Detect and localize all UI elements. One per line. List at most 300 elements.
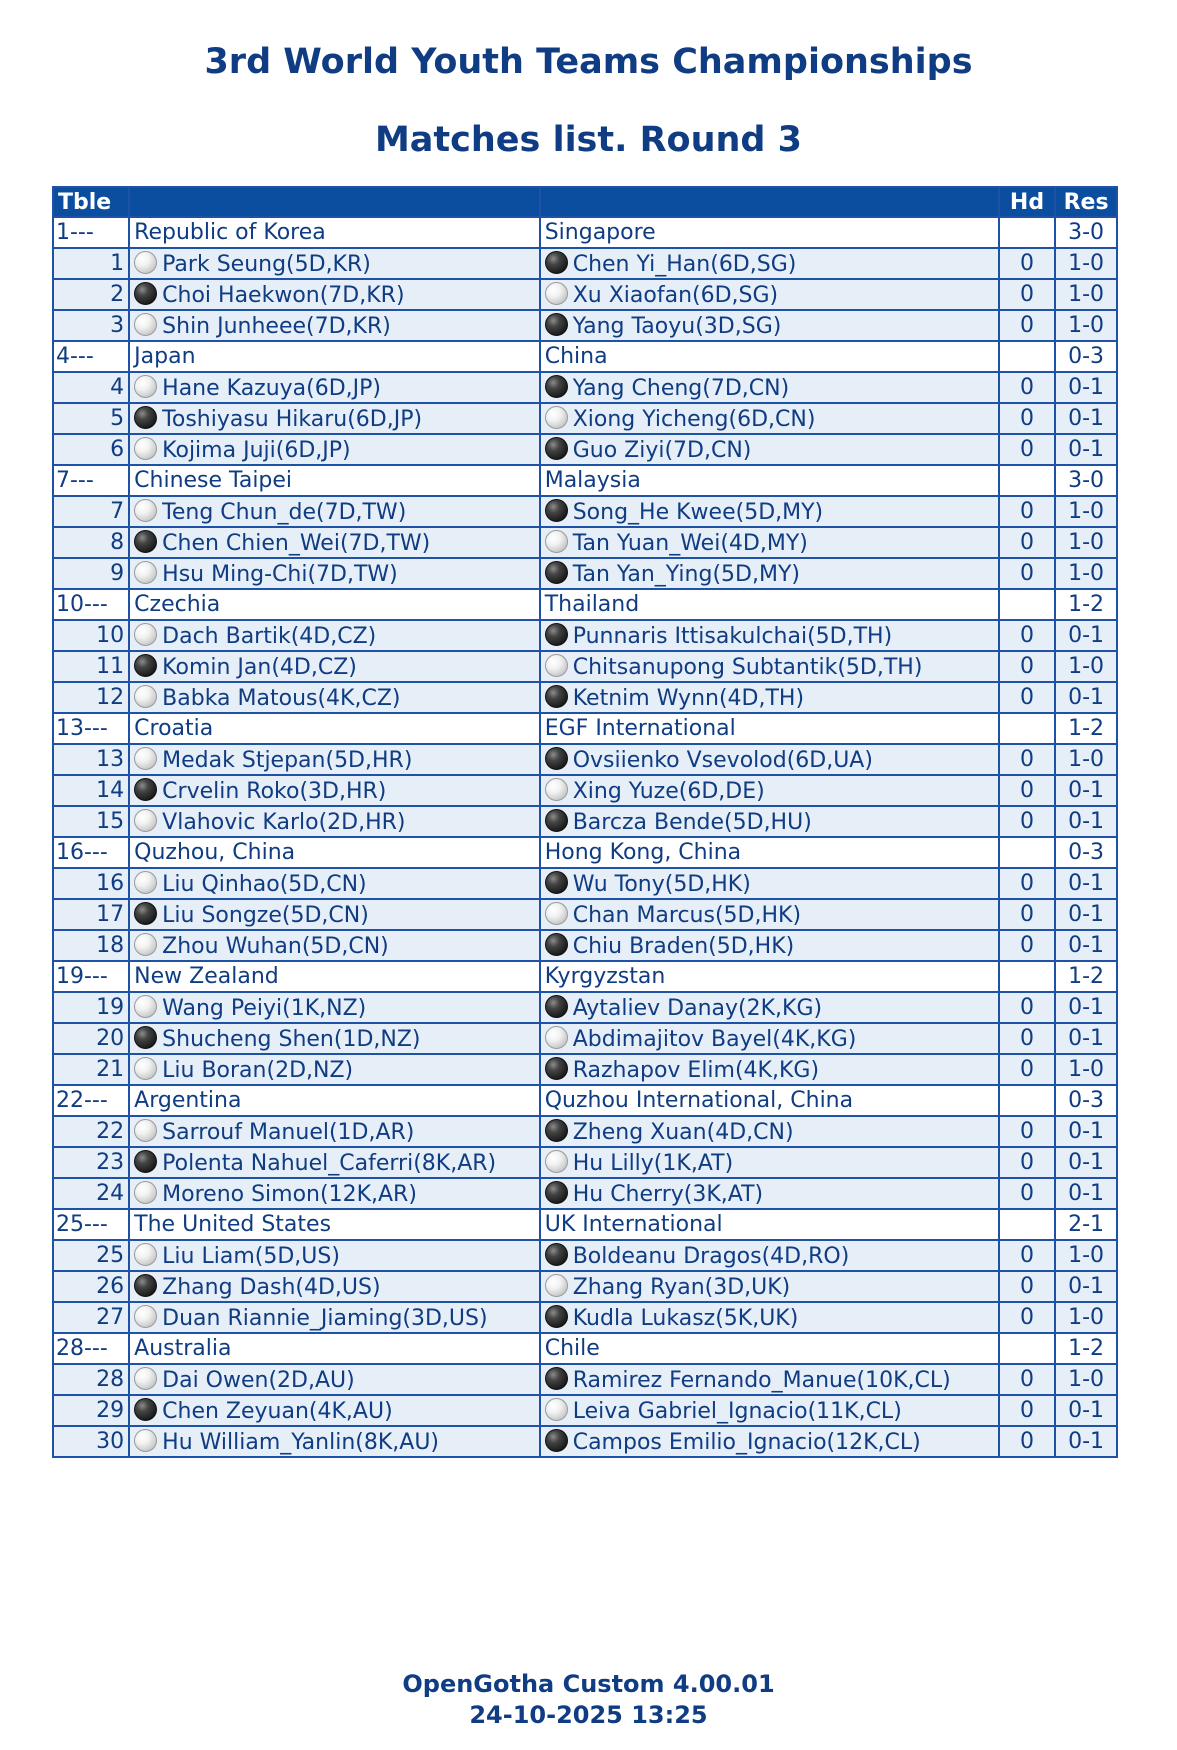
match-table-number: 19---	[53, 961, 129, 992]
player1-cell	[129, 899, 540, 930]
black-stone-icon	[545, 1367, 568, 1390]
game-handicap: 0	[999, 1054, 1055, 1085]
game-handicap: 0	[999, 372, 1055, 403]
player2-name: Yang Cheng(7D,CN)	[572, 375, 790, 401]
player1-name: Sarrouf Manuel(1D,AR)	[162, 1119, 415, 1145]
game-handicap: 0	[999, 1271, 1055, 1302]
game-result: 1-0	[1055, 651, 1117, 682]
team2-name: China	[540, 341, 999, 372]
game-handicap: 0	[999, 1302, 1055, 1333]
table-header-row	[53, 187, 1117, 217]
player2-cell	[540, 1271, 999, 1302]
player2-cell	[540, 403, 999, 434]
player1-name: Komin Jan(4D,CZ)	[162, 654, 357, 680]
game-handicap: 0	[999, 992, 1055, 1023]
player2-name: Xiong Yicheng(6D,CN)	[572, 406, 816, 432]
footer-software: OpenGotha Custom 4.00.01	[402, 1670, 775, 1698]
player1-cell	[129, 434, 540, 465]
white-stone-icon	[134, 1243, 157, 1266]
player2-cell	[540, 744, 999, 775]
player2-cell	[540, 1364, 999, 1395]
game-result: 1-0	[1055, 496, 1117, 527]
player2-cell	[540, 434, 999, 465]
game-table-number: 10	[53, 620, 129, 651]
game-result: 0-1	[1055, 1147, 1117, 1178]
team1-name: Argentina	[129, 1085, 540, 1116]
player1-name: Shin Junheee(7D,KR)	[162, 313, 391, 339]
player1-cell	[129, 806, 540, 837]
game-result: 0-1	[1055, 899, 1117, 930]
black-stone-icon	[134, 282, 157, 305]
player1-name: Babka Matous(4K,CZ)	[162, 685, 401, 711]
white-stone-icon	[134, 437, 157, 460]
game-row	[53, 744, 1117, 775]
game-table-number: 6	[53, 434, 129, 465]
black-stone-icon	[134, 1026, 157, 1049]
game-handicap: 0	[999, 806, 1055, 837]
game-row	[53, 620, 1117, 651]
game-row	[53, 310, 1117, 341]
game-handicap: 0	[999, 558, 1055, 589]
game-result: 1-0	[1055, 1054, 1117, 1085]
match-handicap	[999, 589, 1055, 620]
player1-cell	[129, 403, 540, 434]
game-result: 1-0	[1055, 279, 1117, 310]
player2-cell	[540, 651, 999, 682]
player1-cell	[129, 279, 540, 310]
game-row	[53, 1116, 1117, 1147]
player2-name: Xu Xiaofan(6D,SG)	[572, 282, 779, 308]
player1-cell	[129, 310, 540, 341]
white-stone-icon	[134, 871, 157, 894]
player1-cell	[129, 1116, 540, 1147]
game-handicap: 0	[999, 930, 1055, 961]
team-match-row	[53, 1209, 1117, 1240]
player2-name: Hu Cherry(3K,AT)	[572, 1181, 764, 1207]
game-result: 0-1	[1055, 372, 1117, 403]
player1-cell	[129, 372, 540, 403]
game-row	[53, 1302, 1117, 1333]
game-handicap: 0	[999, 403, 1055, 434]
page-title: 3rd World Youth Teams Championships	[204, 42, 973, 82]
black-stone-icon	[545, 561, 568, 584]
game-row	[53, 496, 1117, 527]
white-stone-icon	[134, 1057, 157, 1080]
white-stone-icon	[545, 1026, 568, 1049]
player1-name: Zhang Dash(4D,US)	[162, 1274, 381, 1300]
player2-name: Tan Yuan_Wei(4D,MY)	[572, 530, 808, 556]
player1-cell	[129, 682, 540, 713]
match-table-number: 22---	[53, 1085, 129, 1116]
player1-cell	[129, 744, 540, 775]
player2-cell	[540, 775, 999, 806]
player2-name: Chen Yi_Han(6D,SG)	[572, 251, 797, 277]
player2-name: Yang Taoyu(3D,SG)	[572, 313, 782, 339]
white-stone-icon	[545, 406, 568, 429]
game-handicap: 0	[999, 496, 1055, 527]
white-stone-icon	[134, 1119, 157, 1142]
player2-cell	[540, 620, 999, 651]
player2-cell	[540, 310, 999, 341]
team-match-row	[53, 465, 1117, 496]
black-stone-icon	[134, 654, 157, 677]
game-handicap: 0	[999, 1023, 1055, 1054]
player2-name: Wu Tony(5D,HK)	[572, 871, 751, 897]
player1-name: Liu Songze(5D,CN)	[162, 902, 369, 928]
player1-name: Shucheng Shen(1D,NZ)	[162, 1026, 421, 1052]
player1-name: Dach Bartik(4D,CZ)	[162, 623, 377, 649]
game-result: 1-0	[1055, 1302, 1117, 1333]
player1-name: Chen Zeyuan(4K,AU)	[162, 1398, 393, 1424]
game-handicap: 0	[999, 279, 1055, 310]
white-stone-icon	[134, 1181, 157, 1204]
player2-name: Zhang Ryan(3D,UK)	[572, 1274, 791, 1300]
match-result: 3-0	[1055, 465, 1117, 496]
black-stone-icon	[545, 933, 568, 956]
player1-name: Hane Kazuya(6D,JP)	[162, 375, 382, 401]
game-handicap: 0	[999, 744, 1055, 775]
player1-name: Crvelin Roko(3D,HR)	[162, 778, 387, 804]
game-result: 0-1	[1055, 806, 1117, 837]
white-stone-icon	[134, 313, 157, 336]
game-handicap: 0	[999, 248, 1055, 279]
black-stone-icon	[545, 1243, 568, 1266]
black-stone-icon	[545, 375, 568, 398]
team1-name: Australia	[129, 1333, 540, 1364]
game-row	[53, 775, 1117, 806]
black-stone-icon	[134, 1398, 157, 1421]
black-stone-icon	[134, 778, 157, 801]
footer-timestamp: 24-10-2025 13:25	[469, 1701, 708, 1729]
game-handicap: 0	[999, 1426, 1055, 1457]
player1-name: Hu William_Yanlin(8K,AU)	[162, 1429, 440, 1455]
game-table-number: 8	[53, 527, 129, 558]
game-result: 1-0	[1055, 1364, 1117, 1395]
player1-cell	[129, 1240, 540, 1271]
player2-name: Ovsiienko Vsevolod(6D,UA)	[572, 747, 873, 773]
game-result: 0-1	[1055, 930, 1117, 961]
player2-cell	[540, 1054, 999, 1085]
header-team2	[540, 187, 999, 217]
player1-cell	[129, 992, 540, 1023]
white-stone-icon	[134, 933, 157, 956]
player1-cell	[129, 1302, 540, 1333]
game-handicap: 0	[999, 310, 1055, 341]
player1-cell	[129, 775, 540, 806]
white-stone-icon	[134, 1429, 157, 1452]
player1-cell	[129, 1023, 540, 1054]
black-stone-icon	[134, 406, 157, 429]
player1-name: Kojima Juji(6D,JP)	[162, 437, 351, 463]
player1-cell	[129, 651, 540, 682]
game-result: 1-0	[1055, 527, 1117, 558]
player1-name: Wang Peiyi(1K,NZ)	[162, 995, 367, 1021]
black-stone-icon	[134, 530, 157, 553]
player2-name: Abdimajitov Bayel(4K,KG)	[572, 1026, 857, 1052]
player2-name: Song_He Kwee(5D,MY)	[572, 499, 824, 525]
player2-cell	[540, 1178, 999, 1209]
player2-cell	[540, 992, 999, 1023]
game-table-number: 15	[53, 806, 129, 837]
game-result: 0-1	[1055, 1426, 1117, 1457]
game-table-number: 13	[53, 744, 129, 775]
player1-cell	[129, 1271, 540, 1302]
game-row	[53, 372, 1117, 403]
team2-name: Singapore	[540, 217, 999, 248]
player2-cell	[540, 1302, 999, 1333]
game-row	[53, 1240, 1117, 1271]
black-stone-icon	[545, 1305, 568, 1328]
match-handicap	[999, 1209, 1055, 1240]
player1-name: Liu Liam(5D,US)	[162, 1243, 340, 1269]
black-stone-icon	[545, 499, 568, 522]
player1-cell	[129, 1364, 540, 1395]
matches-table	[52, 186, 1118, 1458]
player2-cell	[540, 1116, 999, 1147]
game-result: 1-0	[1055, 558, 1117, 589]
player2-cell	[540, 1426, 999, 1457]
team-match-row	[53, 217, 1117, 248]
game-table-number: 22	[53, 1116, 129, 1147]
player2-name: Ketnim Wynn(4D,TH)	[572, 685, 805, 711]
team-match-row	[53, 1333, 1117, 1364]
player2-name: Zheng Xuan(4D,CN)	[572, 1119, 794, 1145]
white-stone-icon	[134, 623, 157, 646]
game-table-number: 3	[53, 310, 129, 341]
player2-cell	[540, 682, 999, 713]
white-stone-icon	[545, 654, 568, 677]
match-result: 0-3	[1055, 341, 1117, 372]
game-row	[53, 1054, 1117, 1085]
matches-body	[53, 217, 1117, 1457]
team2-name: Kyrgyzstan	[540, 961, 999, 992]
player2-name: Xing Yuze(6D,DE)	[572, 778, 765, 804]
game-row	[53, 1364, 1117, 1395]
game-table-number: 24	[53, 1178, 129, 1209]
game-row	[53, 1023, 1117, 1054]
match-table-number: 7---	[53, 465, 129, 496]
match-result: 1-2	[1055, 713, 1117, 744]
white-stone-icon	[545, 530, 568, 553]
game-handicap: 0	[999, 1364, 1055, 1395]
game-table-number: 12	[53, 682, 129, 713]
player2-name: Hu Lilly(1K,AT)	[572, 1150, 734, 1176]
match-table-number: 16---	[53, 837, 129, 868]
game-row	[53, 806, 1117, 837]
game-result: 0-1	[1055, 403, 1117, 434]
game-row	[53, 992, 1117, 1023]
player1-name: Toshiyasu Hikaru(6D,JP)	[162, 406, 423, 432]
player1-name: Chen Chien_Wei(7D,TW)	[162, 530, 431, 556]
team-match-row	[53, 961, 1117, 992]
player1-cell	[129, 1178, 540, 1209]
black-stone-icon	[545, 313, 568, 336]
game-result: 0-1	[1055, 1116, 1117, 1147]
player1-cell	[129, 620, 540, 651]
game-table-number: 14	[53, 775, 129, 806]
game-table-number: 21	[53, 1054, 129, 1085]
game-row	[53, 558, 1117, 589]
player2-name: Campos Emilio_Ignacio(12K,CL)	[572, 1429, 921, 1455]
game-table-number: 27	[53, 1302, 129, 1333]
player2-name: Boldeanu Dragos(4D,RO)	[572, 1243, 850, 1269]
game-table-number: 7	[53, 496, 129, 527]
player2-name: Ramirez Fernando_Manue(10K,CL)	[572, 1367, 951, 1393]
game-handicap: 0	[999, 1395, 1055, 1426]
match-result: 0-3	[1055, 837, 1117, 868]
game-handicap: 0	[999, 682, 1055, 713]
player1-name: Liu Boran(2D,NZ)	[162, 1057, 354, 1083]
player1-name: Dai Owen(2D,AU)	[162, 1367, 355, 1393]
game-handicap: 0	[999, 434, 1055, 465]
player1-name: Hsu Ming-Chi(7D,TW)	[162, 561, 398, 587]
team2-name: Thailand	[540, 589, 999, 620]
white-stone-icon	[134, 561, 157, 584]
player2-name: Kudla Lukasz(5K,UK)	[572, 1305, 799, 1331]
white-stone-icon	[545, 1274, 568, 1297]
white-stone-icon	[134, 995, 157, 1018]
game-table-number: 30	[53, 1426, 129, 1457]
player1-cell	[129, 527, 540, 558]
game-table-number: 17	[53, 899, 129, 930]
white-stone-icon	[134, 375, 157, 398]
match-handicap	[999, 837, 1055, 868]
game-result: 0-1	[1055, 1271, 1117, 1302]
game-handicap: 0	[999, 620, 1055, 651]
black-stone-icon	[545, 623, 568, 646]
player2-cell	[540, 1395, 999, 1426]
game-row	[53, 434, 1117, 465]
match-handicap	[999, 1333, 1055, 1364]
game-handicap: 0	[999, 868, 1055, 899]
player1-cell	[129, 1147, 540, 1178]
game-handicap: 0	[999, 899, 1055, 930]
black-stone-icon	[134, 902, 157, 925]
game-handicap: 0	[999, 1240, 1055, 1271]
white-stone-icon	[134, 685, 157, 708]
header-table: Tble	[53, 187, 129, 217]
white-stone-icon	[134, 251, 157, 274]
game-row	[53, 930, 1117, 961]
team-match-row	[53, 589, 1117, 620]
game-row	[53, 1178, 1117, 1209]
player2-name: Razhapov Elim(4K,KG)	[572, 1057, 820, 1083]
player1-name: Vlahovic Karlo(2D,HR)	[162, 809, 406, 835]
game-table-number: 2	[53, 279, 129, 310]
game-handicap: 0	[999, 1178, 1055, 1209]
match-table-number: 28---	[53, 1333, 129, 1364]
game-handicap: 0	[999, 1147, 1055, 1178]
game-table-number: 26	[53, 1271, 129, 1302]
game-row	[53, 1147, 1117, 1178]
game-result: 0-1	[1055, 868, 1117, 899]
player1-cell	[129, 930, 540, 961]
game-result: 1-0	[1055, 248, 1117, 279]
game-result: 1-0	[1055, 744, 1117, 775]
white-stone-icon	[134, 1367, 157, 1390]
white-stone-icon	[545, 1398, 568, 1421]
match-handicap	[999, 217, 1055, 248]
player2-cell	[540, 558, 999, 589]
team2-name: Quzhou International, China	[540, 1085, 999, 1116]
match-handicap	[999, 465, 1055, 496]
player1-name: Liu Qinhao(5D,CN)	[162, 871, 367, 897]
game-result: 1-0	[1055, 1240, 1117, 1271]
game-row	[53, 1271, 1117, 1302]
black-stone-icon	[134, 1274, 157, 1297]
game-table-number: 5	[53, 403, 129, 434]
player2-name: Aytaliev Danay(2K,KG)	[572, 995, 823, 1021]
player2-cell	[540, 1147, 999, 1178]
player1-name: Park Seung(5D,KR)	[162, 251, 371, 277]
player2-name: Leiva Gabriel_Ignacio(11K,CL)	[572, 1398, 902, 1424]
player2-cell	[540, 899, 999, 930]
match-handicap	[999, 961, 1055, 992]
game-result: 1-0	[1055, 310, 1117, 341]
player1-name: Medak Stjepan(5D,HR)	[162, 747, 413, 773]
player2-cell	[540, 372, 999, 403]
player1-cell	[129, 1426, 540, 1457]
player1-name: Polenta Nahuel_Caferri(8K,AR)	[162, 1150, 497, 1176]
player2-name: Punnaris Ittisakulchai(5D,TH)	[572, 623, 893, 649]
player1-name: Teng Chun_de(7D,TW)	[162, 499, 407, 525]
black-stone-icon	[545, 809, 568, 832]
player1-cell	[129, 496, 540, 527]
game-table-number: 29	[53, 1395, 129, 1426]
white-stone-icon	[545, 778, 568, 801]
game-row	[53, 527, 1117, 558]
black-stone-icon	[545, 1119, 568, 1142]
match-result: 2-1	[1055, 1209, 1117, 1240]
player2-name: Chiu Braden(5D,HK)	[572, 933, 795, 959]
match-table-number: 1---	[53, 217, 129, 248]
team2-name: EGF International	[540, 713, 999, 744]
black-stone-icon	[545, 747, 568, 770]
game-row	[53, 651, 1117, 682]
white-stone-icon	[134, 747, 157, 770]
game-table-number: 1	[53, 248, 129, 279]
game-row	[53, 248, 1117, 279]
player1-cell	[129, 868, 540, 899]
game-table-number: 9	[53, 558, 129, 589]
player2-cell	[540, 1023, 999, 1054]
match-result: 3-0	[1055, 217, 1117, 248]
black-stone-icon	[545, 1429, 568, 1452]
header-team1	[129, 187, 540, 217]
game-result: 0-1	[1055, 434, 1117, 465]
player1-name: Choi Haekwon(7D,KR)	[162, 282, 405, 308]
player2-name: Chan Marcus(5D,HK)	[572, 902, 802, 928]
player2-name: Tan Yan_Ying(5D,MY)	[572, 561, 800, 587]
player2-name: Guo Ziyi(7D,CN)	[572, 437, 752, 463]
player2-cell	[540, 248, 999, 279]
team1-name: Czechia	[129, 589, 540, 620]
game-table-number: 25	[53, 1240, 129, 1271]
player1-name: Zhou Wuhan(5D,CN)	[162, 933, 389, 959]
white-stone-icon	[134, 1305, 157, 1328]
white-stone-icon	[134, 499, 157, 522]
match-result: 0-3	[1055, 1085, 1117, 1116]
team1-name: Republic of Korea	[129, 217, 540, 248]
game-result: 0-1	[1055, 1023, 1117, 1054]
game-row	[53, 403, 1117, 434]
black-stone-icon	[545, 871, 568, 894]
team1-name: Chinese Taipei	[129, 465, 540, 496]
game-result: 0-1	[1055, 775, 1117, 806]
white-stone-icon	[134, 809, 157, 832]
player2-name: Chitsanupong Subtantik(5D,TH)	[572, 654, 923, 680]
team2-name: Malaysia	[540, 465, 999, 496]
